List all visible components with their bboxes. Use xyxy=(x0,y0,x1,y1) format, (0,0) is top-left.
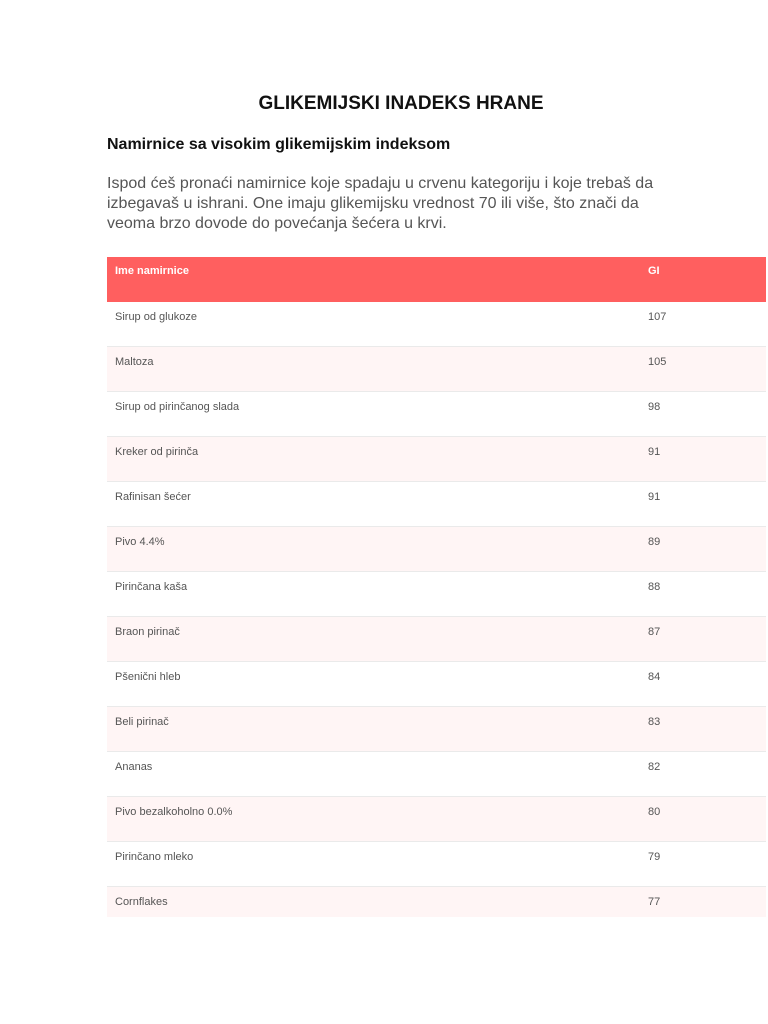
cell-gi: 80 xyxy=(648,806,661,818)
table-row xyxy=(107,797,766,842)
table-row xyxy=(107,752,766,797)
cell-gi: 105 xyxy=(648,356,667,368)
cell-gi: 79 xyxy=(648,851,661,863)
cell-name: Pivo 4.4% xyxy=(115,536,165,548)
column-header-gi: GI xyxy=(648,265,660,277)
cell-gi: 98 xyxy=(648,401,661,413)
table-row xyxy=(107,437,766,482)
cell-gi: 77 xyxy=(648,896,661,908)
cell-name: Pirinčana kaša xyxy=(115,581,188,593)
cell-name: Pšenični hleb xyxy=(115,671,181,683)
cell-name: Sirup od pirinčanog slada xyxy=(115,401,240,413)
cell-name: Pivo bezalkoholno 0.0% xyxy=(115,806,233,818)
column-header-name: Ime namirnice xyxy=(115,265,189,277)
page-title: GLIKEMIJSKI INADEKS HRANE xyxy=(258,93,544,114)
table-header xyxy=(107,257,766,302)
cell-gi: 91 xyxy=(648,446,661,458)
table-row xyxy=(107,572,766,617)
table-row xyxy=(107,707,766,752)
cell-name: Braon pirinač xyxy=(115,626,180,638)
cell-name: Maltoza xyxy=(115,356,154,368)
cell-gi: 88 xyxy=(648,581,661,593)
table-row xyxy=(107,617,766,662)
cell-name: Ananas xyxy=(115,761,153,773)
table-row xyxy=(107,662,766,707)
cell-gi: 107 xyxy=(648,311,667,323)
cell-name: Beli pirinač xyxy=(115,716,169,728)
cell-name: Cornflakes xyxy=(115,896,168,908)
cell-name: Pirinčano mleko xyxy=(115,851,194,863)
table-row xyxy=(107,887,766,917)
intro-paragraph: Ispod ćeš pronaći namirnice koje spadaju u crvenu kategoriju i koje trebaš da izbegavaš u ishrani. One imaju glikemijsku vrednost 70 ili više, što znači da veoma brzo dovode do povećanja šećera u krvi. xyxy=(107,175,654,232)
cell-name: Kreker od pirinča xyxy=(115,446,199,458)
table-row xyxy=(107,392,766,437)
table-row xyxy=(107,347,766,392)
table-row xyxy=(107,842,766,887)
cell-gi: 89 xyxy=(648,536,661,548)
table-row xyxy=(107,302,766,347)
cell-name: Sirup od glukoze xyxy=(115,311,197,323)
cell-gi: 83 xyxy=(648,716,661,728)
cell-name: Rafinisan šećer xyxy=(115,491,191,503)
cell-gi: 84 xyxy=(648,671,661,683)
cell-gi: 82 xyxy=(648,761,661,773)
gi-table xyxy=(107,257,766,917)
section-subtitle: Namirnice sa visokim glikemijskim indeksom xyxy=(107,136,451,153)
table-row xyxy=(107,527,766,572)
cell-gi: 87 xyxy=(648,626,661,638)
cell-gi: 91 xyxy=(648,491,661,503)
table-row xyxy=(107,482,766,527)
